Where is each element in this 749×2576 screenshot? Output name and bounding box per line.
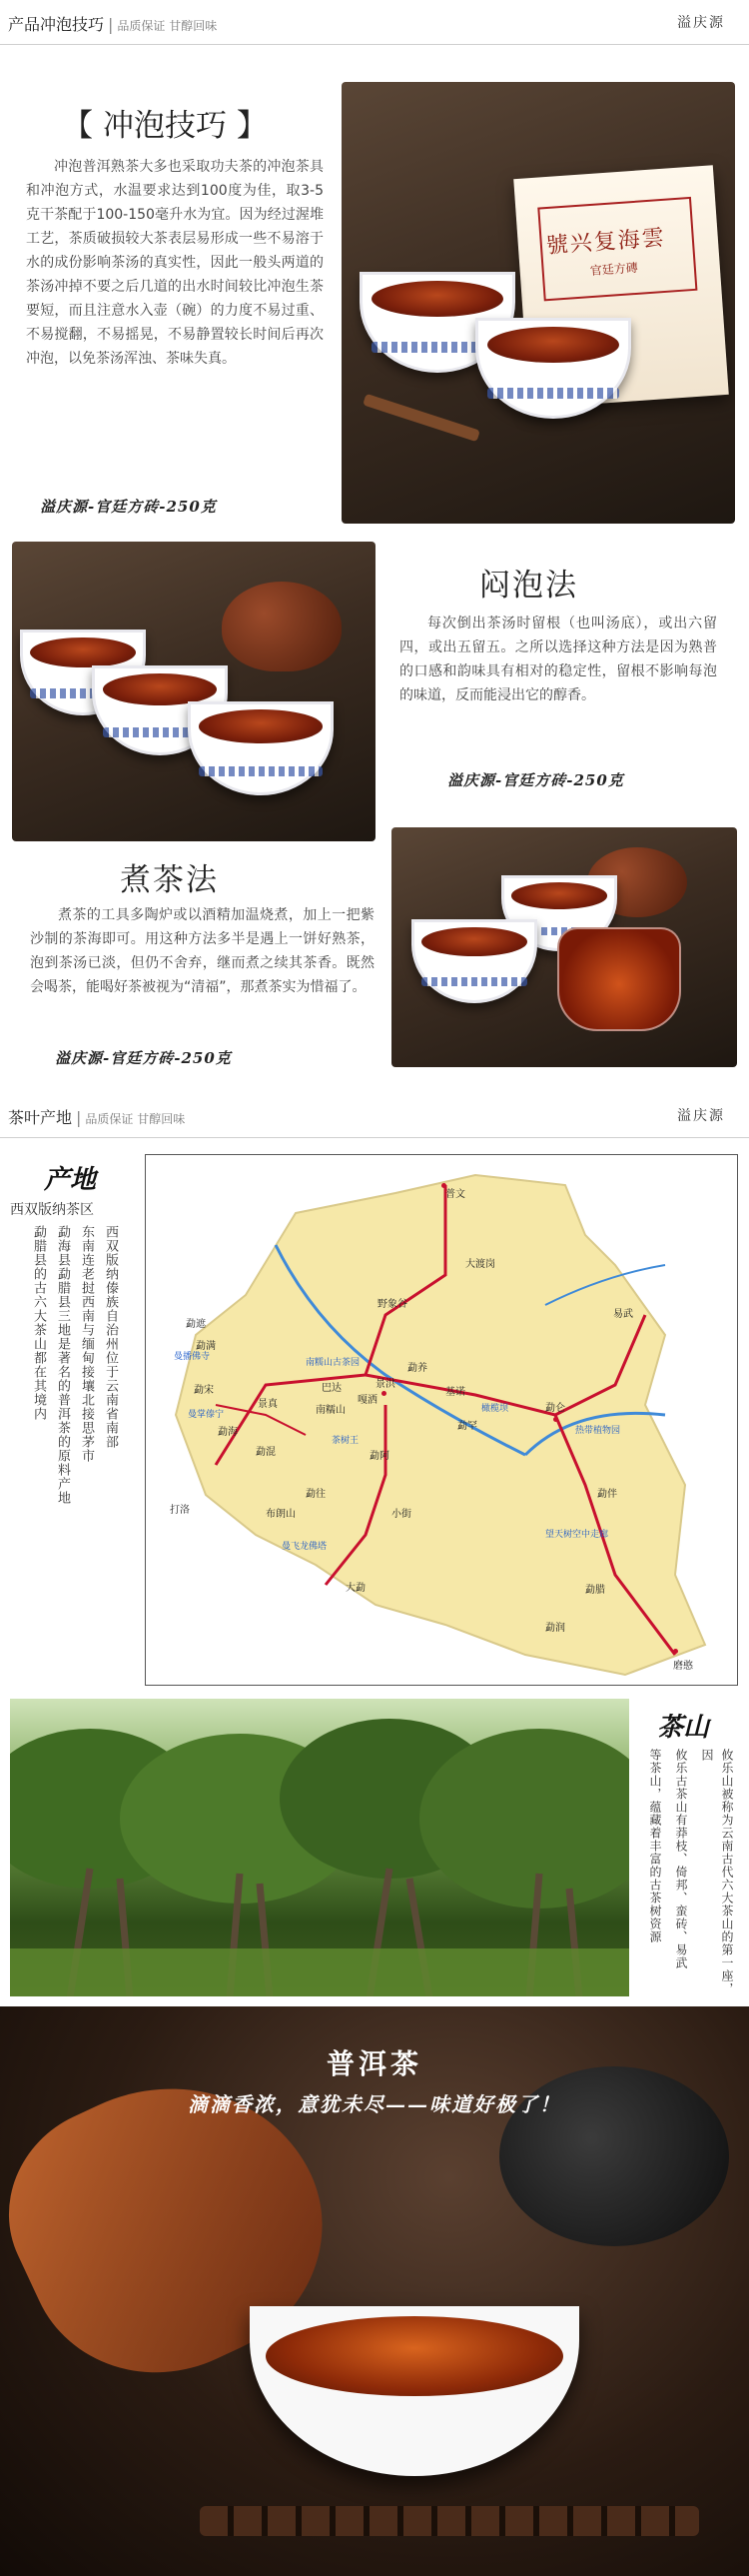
youle-text-col: 攸乐古茶山有莽枝、倚邦、蛮砖、易武 [674, 1749, 688, 1969]
youle-text-col: 攸乐山被称为云南古代六大茶山的第一座，因 [700, 1749, 734, 1995]
youle-title: 茶山 [657, 1713, 710, 1743]
tea-box-label: 號兴复海雲 [545, 225, 667, 260]
zhu-method-title: 煮茶法 [120, 862, 219, 898]
zhu-method-text: 煮茶的工具多陶炉或以酒精加温烧煮，加上一把紫沙制的茶海即可。用这种方法多半是遇上一饼好熟茶，泡到茶汤已淡，但仍不舍弃，继而煮之续其茶香。既然会喝茶，能喝好茶被视为“清福”，那煮茶实为惜福了。 [30, 907, 374, 995]
caption-product-3: 溢庆源-官廷方砖-250克 [55, 1049, 232, 1067]
men-method-title: 闷泡法 [479, 568, 578, 604]
tea-tree-graphic [10, 1699, 629, 1996]
caption-product-1: 溢庆源-官廷方砖-250克 [40, 498, 217, 516]
section-header-brewing [0, 0, 749, 45]
map-city: 磨憨 [673, 1661, 693, 1672]
puer-banner [0, 2006, 749, 2576]
map-city: 勐遮 [186, 1319, 206, 1330]
section-header-origin [0, 1093, 749, 1138]
map-city: 勐阿 [370, 1451, 389, 1462]
men-method-text: 每次倒出茶汤时留根（也叫汤底），或出六留四，或出五留五。之所以选择这种方法是因为熟普的口感和韵味具有相对的稳定性，留根不影响每泡的味道，反而能浸出它的醇香。 [399, 616, 717, 703]
header-title: 产品冲泡技巧 [8, 15, 105, 34]
header-tagline: 品质保证 甘醇回味 [85, 1112, 186, 1126]
origin-title: 产地 [44, 1165, 97, 1195]
origin-text-col: 东南连老挝西南与缅甸接壤北接思茅市 [79, 1225, 94, 1463]
caption-product-2: 溢庆源-官廷方砖-250克 [447, 771, 624, 789]
xishuangbanna-map [145, 1154, 738, 1686]
header-title: 茶叶产地 [8, 1108, 73, 1127]
map-city: 勐罕 [457, 1421, 477, 1432]
map-sight: 曼飞龙佛塔 [282, 1542, 328, 1552]
map-marker [673, 1649, 678, 1654]
map-city: 打洛 [170, 1505, 190, 1516]
origin-text-col: 西双版纳傣族自治州位于云南省南部 [103, 1225, 118, 1449]
map-city: 布朗山 [266, 1509, 296, 1520]
tea-cup [411, 919, 537, 1003]
map-city: 勐腊 [585, 1585, 605, 1596]
cinnamon-stick [363, 394, 480, 442]
tea-cup [475, 318, 631, 419]
youle-text-col: 等茶山，蕴藏着丰富的古茶树资源 [648, 1749, 662, 1943]
tea-photo-teapot-cups [12, 542, 375, 841]
map-graphic [146, 1155, 737, 1685]
map-city: 勐混 [256, 1447, 276, 1458]
map-city: 勐海 [218, 1427, 238, 1438]
map-city: 易武 [613, 1309, 633, 1320]
tea-cup [188, 701, 334, 795]
teapot [222, 582, 342, 671]
brewing-text: 冲泡普洱熟茶大多也采取功夫茶的冲泡茶具和冲泡方式，水温要求达到100度为佳，取3-5克干茶配于100-150毫升水为宜。因为经过渥堆工艺，茶质破损较大茶表层易形成一些不易溶于水的成份影响茶汤的真实性，因此一般头两道的茶汤冲掉不要之后几道的出水时间较比冲泡生茶要短，而且注意水入壶（碗）的力度不易过重、不易搅翻，不易摇晃，不易静置较长时间后再次冲泡，以免茶汤浑浊、茶味失真。 [26, 159, 324, 367]
map-city: 南糯山 [316, 1405, 346, 1416]
map-city: 勐养 [407, 1363, 427, 1374]
tea-photo-box-cups [342, 82, 735, 524]
origin-text-col: 勐腊县的古六大茶山都在其境内 [31, 1225, 46, 1421]
tea-bowl [250, 2306, 579, 2476]
map-city: 勐伴 [597, 1489, 617, 1500]
map-city: 大勐 [346, 1583, 366, 1594]
map-sight: 橄榄坝 [481, 1404, 509, 1414]
origin-description [28, 1225, 120, 1655]
glass-pitcher [557, 927, 681, 1031]
youle-description [645, 1749, 737, 1998]
map-city: 勐仑 [545, 1403, 565, 1414]
map-city: 普文 [445, 1189, 465, 1200]
abacus-beads [200, 2506, 699, 2536]
tea-bowl-liquor [266, 2316, 563, 2396]
map-city: 勐往 [306, 1489, 326, 1500]
map-sight: 南糯山古茶园 [306, 1358, 361, 1368]
origin-subtitle: 西双版纳茶区 [10, 1202, 94, 1218]
banner-subtitle: 滴滴香浓，意犹未尽——味道好极了！ [188, 2092, 561, 2116]
map-city: 景洪 [375, 1379, 395, 1390]
map-city: 勐宋 [194, 1385, 214, 1396]
map-city: 勐润 [545, 1623, 565, 1634]
map-city: 景真 [258, 1399, 278, 1410]
map-city: 基诺 [445, 1387, 465, 1398]
map-sight: 茶树王 [332, 1436, 360, 1446]
brand-logo: 溢庆源 [677, 15, 725, 31]
map-sight: 曼掌傣宁 [188, 1410, 225, 1420]
brand-logo: 溢庆源 [677, 1108, 725, 1124]
map-city: 野象谷 [377, 1299, 407, 1310]
header-title-group: 产品冲泡技巧 | 品质保证 甘醇回味 [8, 15, 218, 34]
map-marker [381, 1391, 386, 1396]
tea-photo-pitcher-cups [391, 827, 737, 1067]
map-city: 勐满 [196, 1341, 216, 1352]
banner-title: 普洱茶 [326, 2047, 422, 2080]
map-sight: 望天树空中走廊 [545, 1530, 609, 1540]
map-city: 嘎洒 [358, 1395, 377, 1406]
map-marker [441, 1183, 446, 1188]
map-city: 小街 [391, 1509, 411, 1520]
map-city: 大渡岗 [465, 1259, 495, 1270]
brewing-title: 【 冲泡技巧 】 [62, 108, 268, 144]
origin-text-col: 勐海县勐腊县三地是著名的普洱茶的原料产地 [55, 1225, 70, 1505]
map-sight: 曼播佛寺 [174, 1352, 211, 1362]
map-marker [553, 1417, 558, 1422]
map-sight: 热带植物园 [575, 1426, 621, 1436]
tea-tree-photo [10, 1699, 629, 1996]
map-city: 巴达 [322, 1383, 342, 1394]
header-tagline: 品质保证 甘醇回味 [117, 19, 218, 33]
header-title-group: 茶叶产地 | 品质保证 甘醇回味 [8, 1108, 186, 1127]
tea-box-sublabel: 官廷方磚 [589, 260, 639, 279]
